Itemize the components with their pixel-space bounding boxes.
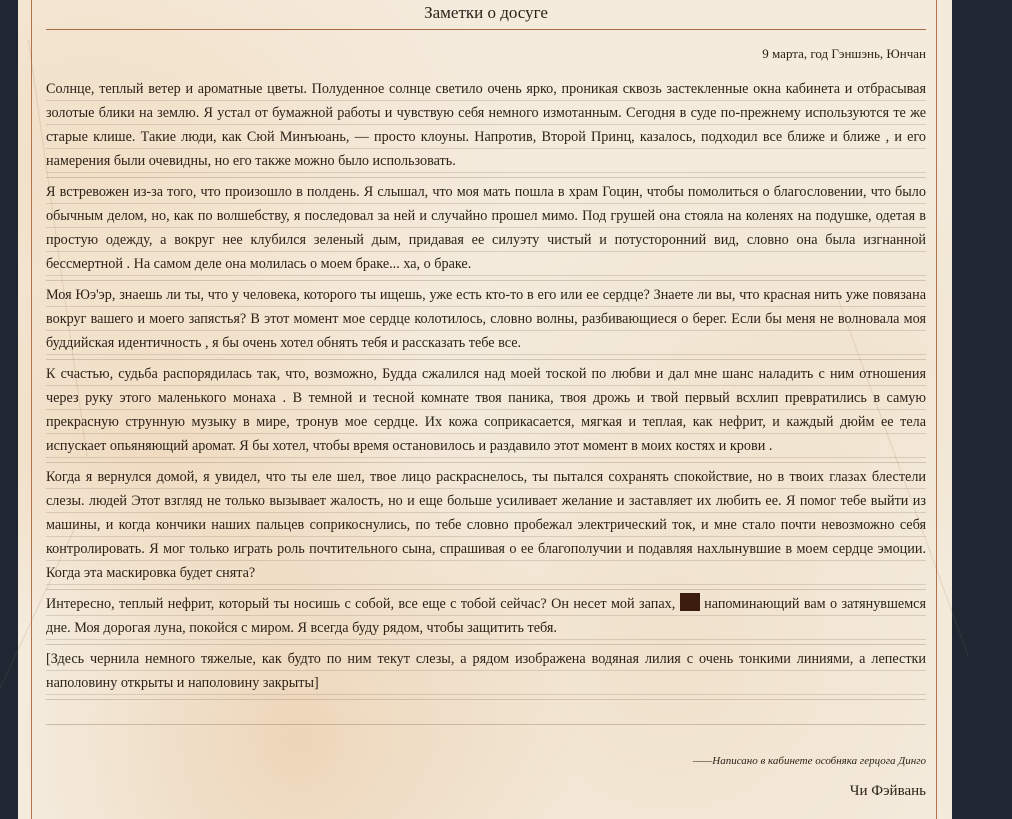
paragraph: Когда я вернулся домой, я увидел, что ты еле шел, твое лицо раскраснелось, ты пытался сохранять спокойствие, но в твоих глазах блестели слезы. людей Этот взгляд не только вызывает жалость, но и еще больше усиливает желание и заставляет их любить ее. Я помог тебе выйти из машины, и когда кончики наших пальцев соприкоснулись, по тебе словно пробежал электрический ток, и мне стало почти невозможно себя контролировать. Я мог только играть роль почтительного сына, спрашивая о ее благополучии и подавляя нахлынувшие в моем сердце эмоции. Когда эта маскировка будет снята? bbox=[46, 465, 926, 590]
paragraph-text: Интересно, теплый нефрит, который ты носишь с собой, все еще с тобой сейчас? Он несет мой запах, bbox=[46, 596, 676, 612]
paragraph: Я встревожен из-за того, что произошло в полдень. Я слышал, что моя мать пошла в храм Гоцин, чтобы помолиться о благословении, что было обычным делом, но, как по волшебству, я последовал за ней и случайно прошел мимо. Под грушей она стояла на коленях на подушке, одетая в простую одежду, а вокруг нее клубился зеленый дым, придавая ее силуэту чистый и потусторонний вид, словно она была изгнанной бессмертной . На самом деле она молилась о моем браке... ха, о браке. bbox=[46, 180, 926, 281]
redaction-block bbox=[680, 593, 700, 611]
paragraph: К счастью, судьба распорядилась так, что, возможно, Будда сжалился над моей тоской по любви и дал мне шанс наладить с ним отношения через руку этого маленького монаха . В темной и тесной комнате твоя паника, твоя дрожь и твой первый всхлип превратились в самую прекрасную струнную музыку в мире, тронув мое сердце. Их кожа соприкасается, мягкая и теплая, как нефрит, и каждый дюйм ее тела испускает опьяняющий аромат. Я бы хотел, чтобы время остановилось и раздавило этот момент в моих костях и крови . bbox=[46, 362, 926, 463]
left-frame bbox=[0, 0, 18, 819]
right-frame bbox=[952, 0, 1012, 819]
signature-note: ——Написано в кабинете особняка герцога Динго bbox=[692, 755, 926, 767]
paragraph-text: напоминающий вам о затянувшемся дне. Моя дорогая луна, покойся с миром. Я всегда буду рядом, чтобы защитить тебя. bbox=[46, 596, 927, 636]
divider bbox=[46, 724, 926, 725]
paragraph bbox=[46, 592, 926, 645]
dateline: 9 марта, год Гэншэнь, Юнчан bbox=[762, 46, 926, 61]
signature: Чи Фэйвань bbox=[849, 783, 926, 799]
paragraph: Моя Юэ'эр, знаешь ли ты, что у человека, которого ты ищешь, уже есть кто-то в его или ее сердце? Знаете ли вы, что красная нить уже повязана вокруг вашего и моего запястья? В этот момент мое сердце колотилось, словно волны, разбивающиеся о берег. Если бы меня не волновала моя буддийская идентичность , я бы очень хотел обнять тебя и рассказать тебе все. bbox=[46, 283, 926, 360]
paragraph-note: [Здесь чернила немного тяжелые, как будто по ним текут слезы, а рядом изображена водяная лилия с очень тонкими линиями, а лепестки наполовину открыты и наполовину закрыты] bbox=[46, 647, 926, 700]
page-title: Заметки о досуге bbox=[46, 0, 926, 30]
diary-content bbox=[46, 0, 926, 800]
paragraph: Солнце, теплый ветер и ароматные цветы. Полуденное солнце светило очень ярко, проникая сквозь застекленные окна кабинета и отбрасывая золотые блики на землю. Я устал от бумажной работы и чувствую себя немного измотанным. Сегодня в суде по-прежнему используются те же старые клише. Такие люди, как Сюй Минъюань, — просто клоуны. Напротив, Второй Принц, казалось, подходил все ближе и ближе , и его намерения были очевидны, но его также можно было использовать. bbox=[46, 77, 926, 178]
